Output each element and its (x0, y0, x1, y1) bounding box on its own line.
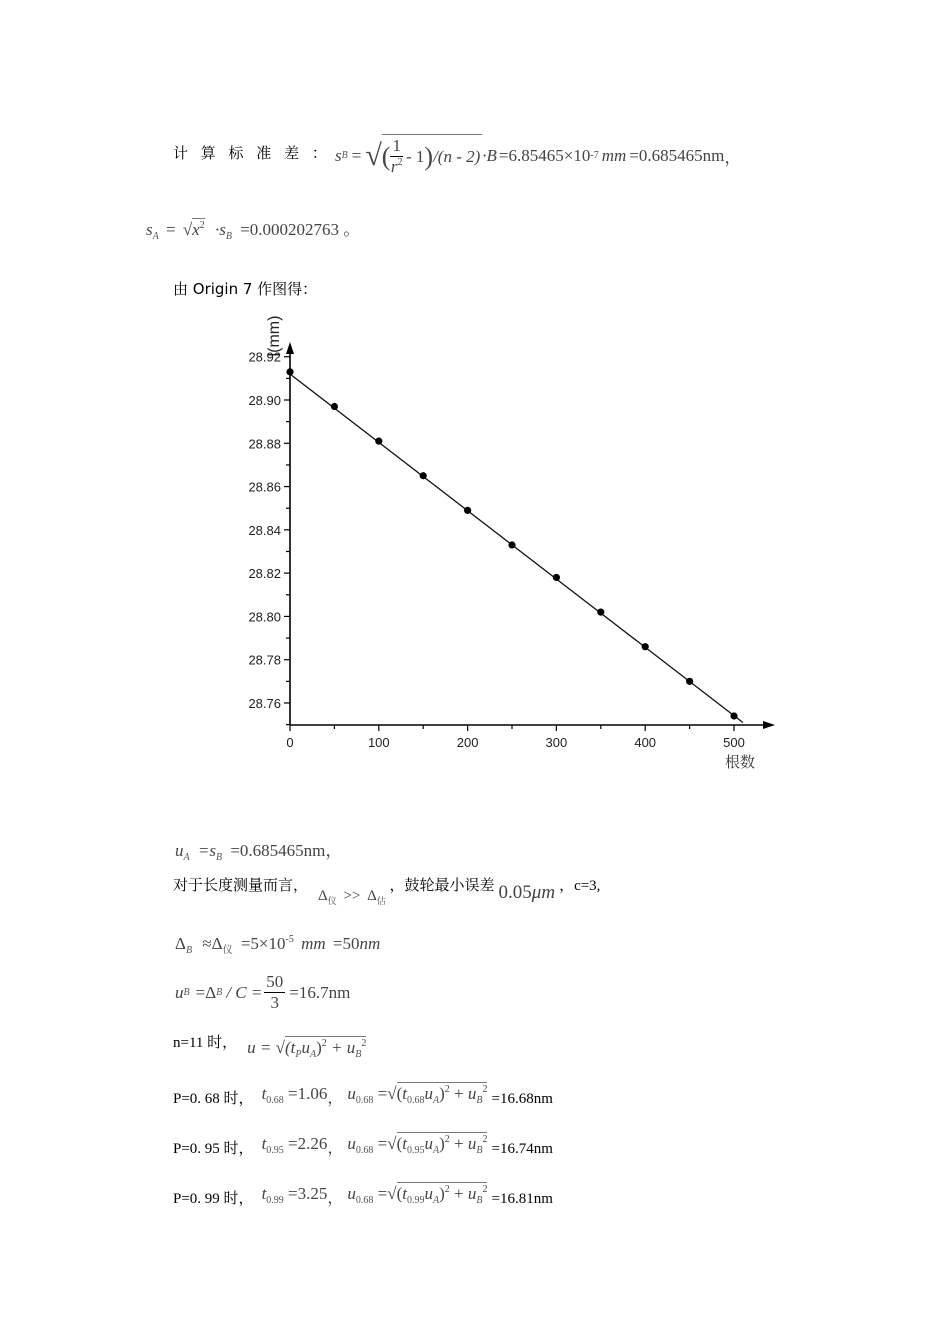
x-tick-label: 200 (456, 735, 479, 750)
y-axis-label: l(mm) (266, 315, 283, 357)
y-tick-label: 28.82 (248, 566, 281, 582)
x-tick-label: 0 (286, 735, 294, 750)
x-axis-label: 根数 (724, 754, 756, 771)
data-point (375, 438, 382, 445)
origin-caption: 由 Origin 7 作图得： (173, 280, 318, 298)
y-tick-label: 28.90 (248, 393, 281, 408)
data-point (553, 574, 560, 581)
data-point (331, 403, 338, 410)
x-tick-label: 500 (723, 735, 745, 750)
p-row: P=0. 95 时， $t_{0.95} =2.26$， $u_{0.68} =√(t_{0.95}u_A)^2 + u_B^2 =16.74nm$ (173, 1134, 553, 1157)
x-axis-arrow-icon (763, 721, 775, 729)
n11-line: n=11 时， $u = √(t_Pu_A)^2 + u_B^2$ (173, 1035, 367, 1060)
data-point (420, 472, 427, 479)
y-tick-label: 28.86 (248, 479, 281, 495)
y-tick-label: 28.76 (248, 696, 281, 711)
data-point (464, 507, 471, 514)
uA-formula: $u_A =s_B =0.685465nm$， (175, 841, 343, 863)
sB-formula: s B = √ ( $\frac{1}{r^2}$ - 1 ) /(n - 2) ·B =6.85465×10 -7 mm =0.685465nm ， (335, 136, 742, 176)
deltaB-formula: $\Delta_B \approx\Delta_仪 =5\times 10^{-5}$ mm =50nm (175, 934, 381, 956)
data-point (730, 712, 737, 719)
x-tick-label: 400 (634, 735, 657, 750)
x-tick-label: 300 (545, 735, 568, 750)
uB-formula: u B =Δ B / C = $\frac{50}{3}$ =16.7nm (175, 972, 351, 1012)
std-dev-label: 计 算 标 准 差 ： (173, 144, 331, 162)
data-point (508, 541, 515, 548)
scatter-chart (230, 305, 790, 775)
fraction: $\frac{1}{r^2}$ (390, 136, 403, 176)
y-axis-arrow-icon (286, 342, 294, 354)
length-measurement-line: 对于长度测量而言， $\Delta_仪 >> \Delta_估$ ，鼓轮最小误差 0.05μm ，c=3, (173, 876, 601, 906)
std-dev-line (173, 142, 331, 163)
data-point (642, 643, 649, 650)
y-tick-label: 28.84 (248, 522, 281, 538)
p-row: P=0. 68 时， $t_{0.68} =1.06$， $u_{0.68} =√(t_{0.68}u_A)^2 + u_B^2 =16.68nm$ (173, 1084, 553, 1107)
data-point (597, 609, 604, 616)
y-tick-label: 28.88 (248, 436, 281, 452)
data-point (286, 368, 293, 375)
fraction-50-3: $\frac{50}{3}$ (266, 972, 284, 1012)
x-tick-label: 100 (367, 735, 390, 750)
fit-line (290, 374, 743, 722)
y-tick-label: 28.80 (248, 609, 281, 625)
sA-formula: $s_A = √x^2 \cdot s_B =0.000202763$ 。 (146, 220, 361, 242)
y-tick-label: 28.92 (248, 349, 281, 365)
y-tick-label: 28.78 (248, 652, 281, 668)
p-row: P=0. 99 时， $t_{0.99} =3.25$， $u_{0.68} =√(t_{0.99}u_A)^2 + u_B^2 =16.81nm$ (173, 1184, 553, 1207)
data-point (686, 678, 693, 685)
